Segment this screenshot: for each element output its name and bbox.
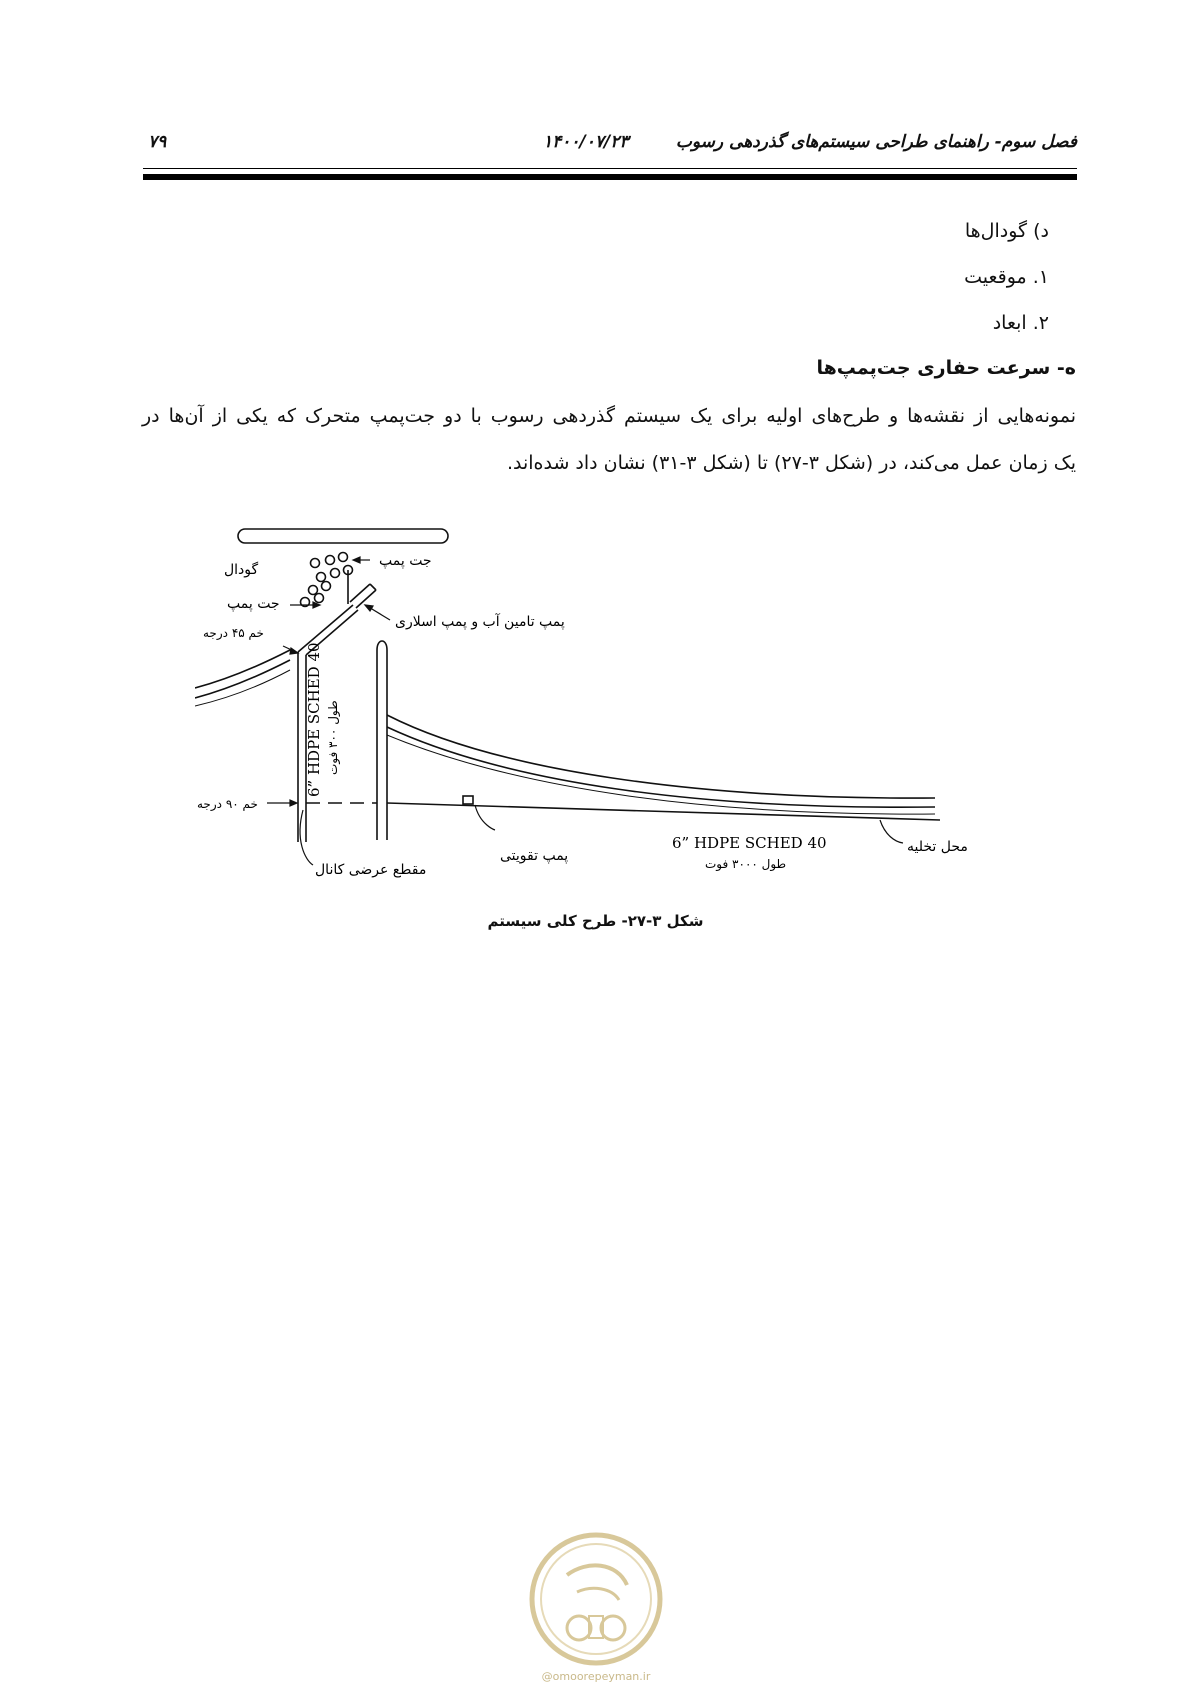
page-header [143,132,1077,156]
label-pipe-horizontal-length: طول ۳۰۰۰ فوت [705,857,787,871]
header-rule-thick [143,174,1077,180]
label-pipe-horizontal: 6” HDPE SCHED 40 [672,834,827,852]
page-number: ۷۹ [148,132,167,152]
channel-bar [238,529,448,543]
paragraph-line: یک زمان عمل می‌کند، در (شکل ۳-۲۷) تا (شکل ۳-۳۱) نشان داد شده‌اند. [506,452,1076,474]
header-date: ۱۴۰۰/۰۷/۲۳ [543,132,629,152]
figure-caption: شکل ۳-۲۷- طرح کلی سیستم [487,912,704,930]
label-canal-section: مقطع عرضی کانال [315,862,427,878]
label-booster-pump: پمپ تقویتی [500,848,569,864]
label-pipe-vertical: 6” HDPE SCHED 40 [305,642,323,797]
label-bend-90: خم ۹۰ درجه [197,797,258,811]
paragraph-line: نمونه‌هایی از نقشه‌ها و طرح‌های اولیه برای یک سیستم گذردهی رسوب با دو جت‌پمپ متحرک که یکی از آن‌ها در [142,405,1076,427]
header-title: فصل سوم- راهنمای طراحی سیستم‌های گذردهی رسوب [675,132,1077,152]
list-item: ۱. موقعیت [964,266,1049,288]
section-heading: ه- سرعت حفاری جت‌پمپ‌ها [816,357,1076,379]
watermark [527,1530,665,1683]
list-item: ۲. ابعاد [992,312,1049,334]
label-supply-pump: پمپ تامین آب و پمپ اسلاری [395,614,565,630]
paragraph [142,393,1076,487]
list-heading: د) گودال‌ها [964,220,1049,242]
pit-circles [301,553,353,607]
seal-logo-icon [527,1530,665,1668]
label-pit: گودال [224,562,259,578]
watermark-text: @omoorepeyman.ir [541,1670,651,1683]
label-pipe-vertical-length: طول ۳۰۰ فوت [326,700,340,775]
label-bend-45: خم ۴۵ درجه [203,626,264,640]
label-jet-pump-left: جت پمپ [227,596,280,612]
header-rule-thin [143,168,1077,169]
label-discharge: محل تخلیه [907,839,968,855]
label-jet-pump-top: جت پمپ [379,553,432,569]
system-layout-figure [195,520,1025,900]
booster-pump-box [463,796,473,804]
